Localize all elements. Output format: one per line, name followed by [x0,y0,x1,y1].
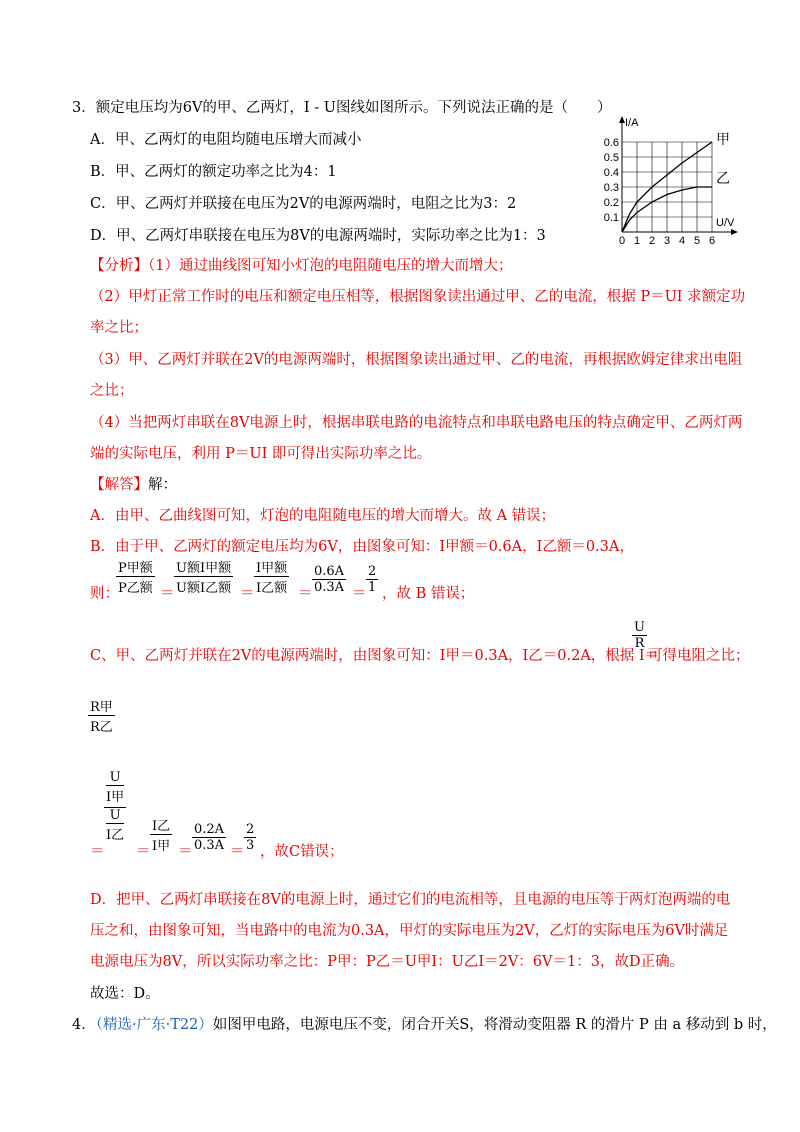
option-a: A．甲、乙两灯的电阻均随电压增大而减小 [90,132,362,148]
fraction-values [192,822,226,853]
analysis-line-5: 之比； [90,383,134,399]
solution-c-text: C、甲、乙两灯并联在2V的电源两端时，由图象可知：I甲＝0.3A，I乙＝0.2A，根据 I＝ [90,648,660,664]
fraction-values [312,564,346,595]
analysis-line-7: 端的实际电压，利用 P＝UI 即可得出实际功率之比。 [90,446,432,462]
x-tick-label: 1 [633,235,641,247]
numerator: R甲 [90,700,113,715]
solution-b-prefix: 则： [90,586,119,602]
answer: 故选：D。 [90,986,160,1002]
equals-sign: ＝ [178,844,193,860]
question-3-stem [72,96,612,117]
numerator: P甲额 [118,561,153,576]
denominator: I乙额 [256,581,288,596]
x-tick-label: 4 [678,235,686,247]
denominator: I甲 [106,785,124,805]
question-text: 额定电压均为6V的甲、乙两灯，I - U图线如图所示。下列说法正确的是（ ） [95,100,612,116]
analysis-line-4: （3）甲、乙两灯并联在2V的电源两端时，根据图象读出通过甲、乙的电流，再根据欧姆定律求出电阻 [90,352,743,368]
option-c: C．甲、乙两灯并联接在电压为2V的电源两端时，电阻之比为3：2 [90,196,517,212]
equals-sign: ＝ [240,586,255,602]
solution-a: A．由甲、乙曲线图可知，灯泡的电阻随电压的增大而增大。故 A 错误； [90,508,556,524]
y-tick-label: 0.4 [603,167,619,179]
x-tick-label: 0 [618,235,626,247]
solution-b-suffix: ，故 B 错误； [382,586,475,602]
equals-sign: ＝ [136,844,151,860]
numerator: 0.6A [314,564,345,579]
solution-tag: 【解答】 [90,477,148,493]
equals-sign: ＝ [90,844,105,860]
numerator: 0.2A [194,822,225,837]
y-axis-label: I/A [625,117,639,129]
equals-sign: ＝ [160,586,175,602]
denominator: I乙 [106,823,124,843]
numerator: U [109,808,121,823]
y-tick-label: 0.3 [603,182,619,194]
denominator: 1 [368,580,377,595]
denominator: 0.3A [194,838,225,853]
x-axis-label: U/V [716,217,735,229]
fraction-result [366,564,378,595]
fraction-ui-ratio [174,557,233,596]
denominator: P乙额 [118,581,153,596]
fraction-result [244,822,256,853]
x-tick-label: 3 [663,235,671,247]
solution-b: B．由于甲、乙两灯的额定电压均为6V，由图象可知：I甲额＝0.6A，I乙额＝0.3A， [90,539,634,555]
x-tick-label: 6 [708,235,716,247]
x-tick-label: 2 [648,235,656,247]
y-tick-label: 0.1 [603,212,619,224]
numerator: U [634,620,645,635]
numerator: U [109,770,121,785]
equals-sign: ＝ [298,586,313,602]
solution-c-tail: 可得电阻之比； [648,648,750,664]
denominator: R乙 [90,720,113,735]
numerator: I甲额 [256,561,288,576]
analysis-line-3: 率之比； [90,320,148,336]
numerator: U额I甲额 [176,561,232,576]
compound-numerator [104,770,126,807]
solution-d-line-2: 压之和，由图象可知，当电路中的电流为0.3A，甲灯的实际电压为2V，乙灯的实际电压为6V时满足 [90,923,729,939]
denominator: R [634,636,645,651]
question-number: 3． [72,100,96,116]
solution-c [90,644,659,665]
numerator: 2 [246,822,255,837]
denominator: U额I乙额 [176,581,232,596]
equals-sign: ＝ [352,586,367,602]
analysis-line-6: （4）当把两灯串联在8V电源上时，根据串联电路的电流特点和串联电路电压的特点确定甲、乙两灯两 [90,415,743,431]
numerator: 2 [368,564,377,579]
y-tick-label: 0.5 [603,152,619,164]
denominator: 3 [246,838,255,853]
fraction-current-ratio [150,815,172,854]
solution-header [90,473,177,494]
solution-tag-suffix: 解： [148,477,177,493]
question-number: 4． [72,1017,96,1033]
series-label-1: 甲 [716,132,730,148]
fraction-i-ratio [254,557,289,596]
x-tick-label: 5 [693,235,701,247]
question-4-stem [72,1013,777,1034]
series-label-2: 乙 [716,171,730,187]
denominator: I甲 [152,839,171,854]
analysis-text: （1）通过曲线图可知小灯泡的电阻随电压的增大而增大； [148,258,513,274]
solution-d-line-1: D．把甲、乙两灯串联接在8V的电源上时，通过它们的电流相等，且电源的电压等于两灯泡两端的电 [90,892,731,908]
x-axis-arrow [731,229,738,235]
iu-chart [598,110,750,250]
option-d: D．甲、乙两灯串联接在电压为8V的电源两端时，实际功率之比为1：3 [90,228,546,244]
option-b: B．甲、乙两灯的额定功率之比为4：1 [90,164,337,180]
question-source: （精选·广东·T22） [95,1017,213,1033]
fraction-r-ratio [88,696,115,735]
fraction-ohms-law [632,620,647,651]
question-text: 如图甲电路，电源电压不变，闭合开关S，将滑动变阻器 R 的滑片 P 由 a 移动到 b 时， [212,1017,777,1033]
denominator: 0.3A [314,580,345,595]
y-tick-label: 0.2 [603,197,619,209]
analysis-line-2: （2）甲灯正常工作时的电压和额定电压相等，根据图象读出通过甲、乙的电流，根据 P＝UI 求额定功 [90,289,746,305]
numerator: I乙 [152,819,171,834]
fraction-p-ratio [116,557,155,596]
equals-sign: ＝ [230,844,245,860]
compound-denominator [104,808,126,843]
analysis-tag: 【分析】 [90,258,148,274]
compound-fraction [104,770,126,843]
analysis-line-1 [90,254,512,275]
solution-c-suffix: ，故C错误； [260,844,344,860]
y-tick-label: 0.6 [603,137,619,149]
solution-d-line-3: 电源电压为8V，所以实际功率之比：P甲：P乙＝U甲I：U乙I＝2V：6V＝1：3，故D正确。 [90,954,685,970]
